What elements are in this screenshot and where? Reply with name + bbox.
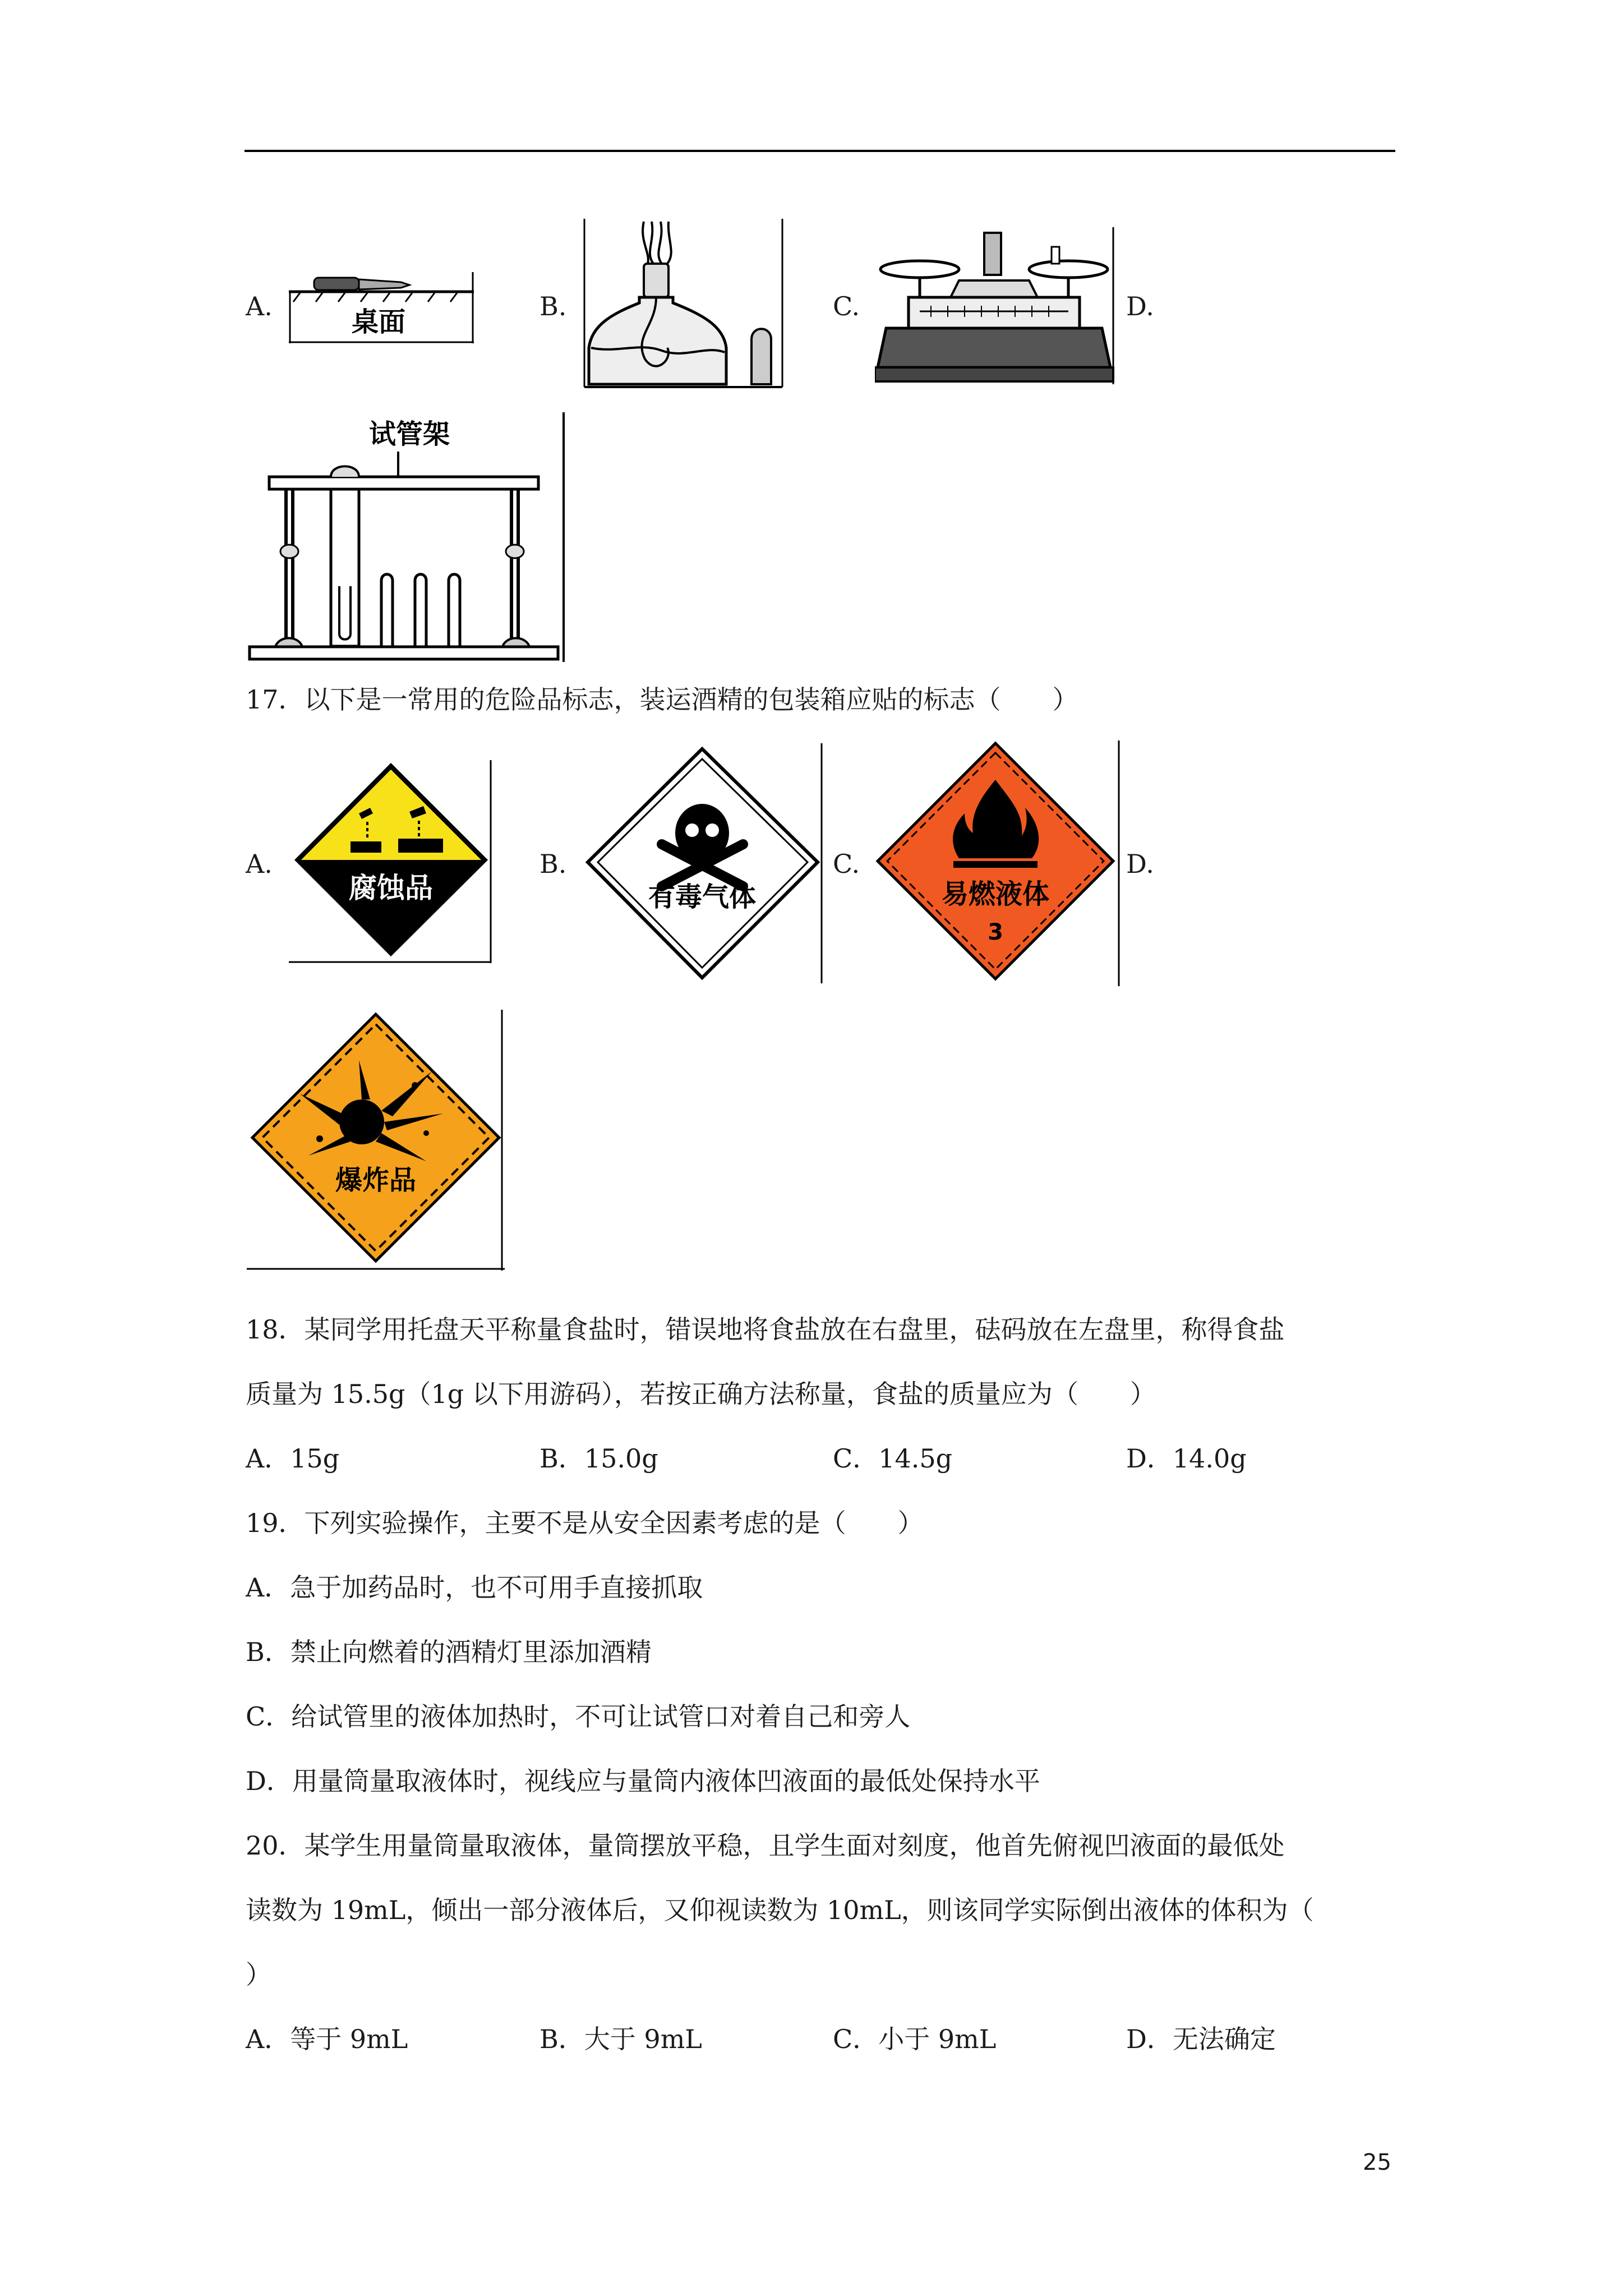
q16-figure-d-test-tube-rack [247,412,566,670]
q17-stem: 17．以下是一常用的危险品标志，装运酒精的包装箱应贴的标志（ ） [246,684,1078,715]
q17-label-b: B. [540,849,567,879]
rack-caption: 试管架 [368,418,450,450]
q17-explosive-sign [247,1010,505,1273]
q19-stem: 19．下列实验操作，主要不是从安全因素考虑的是（ ） [246,1508,924,1538]
q18-option-a: A．15g [246,1443,340,1474]
q19-option-c: C．给试管里的液体加热时，不可让试管口对着自己和旁人 [246,1701,911,1732]
q18-stem-line2: 质量为 15.5g（1g 以下用游码），若按正确方法称量，食盐的质量应为（ ） [246,1379,1156,1409]
q18-option-c: C．14.5g [833,1443,953,1474]
q20-option-a: A．等于 9mL [246,2024,408,2054]
q18-option-b: B．15.0g [540,1443,658,1474]
q18-stem-line1: 18．某同学用托盘天平称量食盐时，错误地将食盐放在右盘里，砝码放在左盘里，称得食盐 [246,1314,1285,1345]
q17-flammable-liquid-sign [875,740,1122,987]
q19-option-b: B．禁止向燃着的酒精灯里添加酒精 [246,1637,652,1667]
q17-corrosive-sign [289,760,494,965]
q20-stem-line1: 20．某学生用量筒量取液体，量筒摆放平稳，且学生面对刻度，他首先俯视凹液面的最低处 [246,1830,1285,1861]
q16-label-b: B. [540,291,567,321]
q16-figure-a-desk [289,264,474,348]
q17-label-d: D. [1126,849,1154,879]
explosive-label: 爆炸品 [335,1165,417,1196]
class-number: 3 [988,919,1003,945]
header-rule [245,150,1395,152]
q20-option-b: B．大于 9mL [540,2024,702,2054]
q16-label-c: C. [833,291,860,321]
q20-option-c: C．小于 9mL [833,2024,997,2054]
q16-figure-c-balance [875,227,1116,387]
q16-figure-b-alcohol-lamp [583,219,785,393]
q17-toxic-gas-sign [583,743,824,984]
q17-label-c: C. [833,849,860,879]
toxic-gas-label: 有毒气体 [648,881,757,913]
q16-label-d: D. [1126,291,1154,321]
desk-caption: 桌面 [351,306,406,338]
q20-stem-line3: ） [246,1959,271,1990]
q20-stem-line2: 读数为 19mL，倾出一部分液体后，又仰视读数为 10mL，则该同学实际倒出液体的体积为（ [246,1895,1314,1925]
corrosive-label: 腐蚀品 [349,872,433,904]
page-number: 25 [1363,2150,1391,2175]
q20-option-d: D．无法确定 [1126,2024,1276,2054]
q16-label-a: A. [246,291,273,321]
q17-label-a: A. [246,849,273,879]
q18-option-d: D．14.0g [1126,1443,1247,1474]
q19-option-a: A．急于加药品时，也不可用手直接抓取 [246,1572,703,1603]
q19-option-d: D．用量筒量取液体时，视线应与量筒内液体凹液面的最低处保持水平 [246,1766,1040,1796]
flammable-liquid-label: 易燃液体 [941,878,1050,910]
